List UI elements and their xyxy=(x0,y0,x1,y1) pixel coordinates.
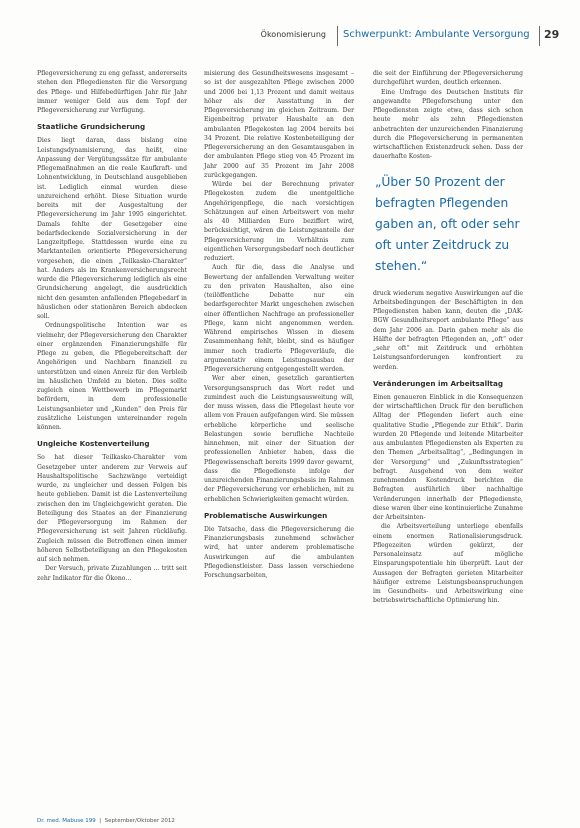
paragraph: Wer aber einen, gesetzlich garantierten Versorgungsanspruch das Wort redet und zumindest auch die Leistungsausweitung will, der muss wissen, dass die Pflegelast heute vor allem von Frauen aufgefangen wird. Sie müssen erhebliche körperliche und seelische Belastungen sowie berufliche Nachteile hinnehmen, mit einer der Situation der professionellen Anbieter haben, dass die Pflegewissenschaft bereits 1999 davor gewarnt, dass die Pflegedienste infolge der unzureichenden Finanzierungsbasis im Rahmen der Pflegeversicherung vor erheblichen, mit zu erheblichen Schwierigkeiten gemacht würden. xyxy=(204,375,354,503)
paragraph: Eine Umfrage des Deutschen Instituts für angewandte Pflegeforschung unter den Pflegediensten zeigte etwa, dass sich schon heute mehr als zehn Pflegediensten anbetrachten der unzureichenden Finanzierung durch die Pflegeversicherung in permanenten wirtschaftlichen Existenzdruck sehen. Dass der dauerhafte Kosten- xyxy=(373,88,523,161)
paragraph: So hat dieser Teilkasko-Charakter vom Gesetzgeber unter anderem zur Verweis auf Haushaltspolitische Sachzwänge verteidigt wurde, zu ungleicher und dessen Folgen bis heute geblieben. Damit ist die Lastenverteilung zwischen den im Ungleichgewicht geraten. Die Beteiligung des Staates an der Finanzierung der Pflegeversorgung im Rahmen der Pflegeversicherung ist seit Jahren rückläufig. Zugleich müssen die Betroffenen einen immer höheren Selbstbeteiligung an den Pflegekosten auf sich nehmen. xyxy=(37,454,187,563)
paragraph: die Arbeitsverteilung unterliege ebenfalls einem enormen Rationalisierungsdruck. Pflegezeiten würden gekürzt, der Personaleinsatz auf mögliche Einsparungspotentiale hin überprüft. Laut der Aussagen der Befragten gerieten Mitarbeiter häufiger extreme Leistungsbeanspruchungen im Gesundheits- und Arbeitswirkung eine betriebswirtschaftliche Optimierung hin. xyxy=(373,523,523,605)
header-divider xyxy=(337,26,338,46)
paragraph: Pflegeversicherung zu eng gefasst, andererseits stehen den Pflegediensten für die Versorgung des Pflege- und Hilfebedürftigen Jahr für Jahr immer weniger Geld aus dem Topf der Pflegeversicherung zur Verfügung. xyxy=(37,70,187,114)
paragraph: Dies liegt daran, dass bislang eine Leistungsdynamisierung, das heißt, eine Anpassung der Vergütungssätze für ambulante Pflegemaßnahmen an die reale Kaufkraft- und Lohnentwicklung, in Deutschland ausgeblieben ist. Lediglich einmal wurden diese unzureichend erhöht. Diese Situation wurde bereits mit der Ausgestaltung der Pflegeversicherung im Jahr 1995 eingerichtet. Damals fehlte der Gesetzgeber eine bedarfsdeckende Sozialversicherung in der Langzeitpflege. Stattdessen wurde eine zu Marktanteilen orientierte Pflegeversicherung vorgesehen, die einen „Teilkasko-Charakter“ hat. Anders als im Krankenversicherungsrecht wurde die Pflegeversicherung lediglich als eine Grundsicherung angelegt, die ausdrücklich nicht den gesamten anfallenden Pflegebedarf in häuslichen oder stationären Bereich abdecken soll. xyxy=(37,137,187,320)
pull-quote: „Über 50 Prozent der befragten Pflegenden gaben an, oft oder sehr oft unter Zeitdruck zu stehen.“ xyxy=(375,174,520,273)
paragraph: misierung des Gesundheitswesens insgesamt – so ist der ausgezahlten Pflege zwischen 2000 und 2006 bei 1,13 Prozent und damit weitaus höher als der Ausstattung in der Pflegeversicherung im gleichen Zeitraum. Der Eigenbeitrag privater Haushalte an den ambulanten Pflegekosten lag 2004 bereits bei 34 Prozent. Die relative Kostenbeteiligung der Pflegeversicherung an den Gesamtausgaben in der ambulanten Pflege stieg von 45 Prozent im Jahr 2000 auf 35 Prozent im Jahr 2008 zurückgegangen. xyxy=(204,70,354,179)
header-section-label: Ökonomisierung xyxy=(260,30,326,39)
paragraph: die seit der Einführung der Pflegeversicherung durchgeführt wurden, deutlich erkennen. xyxy=(373,70,523,87)
page-number: 29 xyxy=(544,28,560,41)
paragraph: druck wiederum negative Auswirkungen auf die Arbeitsbedingungen der Beschäftigten in den Pflegediensten haben kann, deuten die „DAK-BGW Gesundheitsreport ambulante Pflege“ aus dem Jahr 2006 an. Darin gaben mehr als die Hälfte der befragten Pflegenden an, „oft“ oder „sehr oft“ mit Zeitdruck und erhöhten Leistungsanforderungen konfrontiert zu werden. xyxy=(373,289,523,371)
header-topic-title: Schwerpunkt: Ambulante Versorgung xyxy=(343,29,530,40)
subheading: Veränderungen im Arbeitsalltag xyxy=(373,378,503,388)
subheading: Staatliche Grundsicherung xyxy=(37,122,146,132)
footer-journal: Dr. med. Mabuse 199 xyxy=(37,818,96,824)
paragraph: Einen genaueren Einblick in die Konsequenzen der wirtschaftlichen Druck für den beruflichen Alltag der Pflegenden liefert auch eine qualitative Studie „Pflegende zur Ethik“. Darin wurden 20 Pflegende und leitende Mitarbeiter aus ambulanten Pflegediensten als Experten zu den Themen „Arbeitsalltag“, „Bedingungen in der Versorgung“ und „Zukunftsstrategien“ befragt. Ausgehend von dem weiter zunehmenden Kostendruck berichten die Befragten ausführlich über nachhaltige Veränderungen innerhalb der Pflegedienste, diese waren über eine kontinuierliche Zunahme der Arbeitsinten- xyxy=(373,393,523,521)
text-column-3 xyxy=(373,69,523,606)
page-footer: Dr. med. Mabuse 199 | September/Oktober 2012 xyxy=(37,818,175,824)
text-column-2 xyxy=(204,69,354,580)
paragraph: Die Tatsache, dass die Pflegeversicherung die Finanzierungsbasis zunehmend schwächer wird, hat unter anderem problematische Auswirkungen auf die ambulanten Pflegedienstleister. Dass lassen verschiedene Forschungsarbeiten, xyxy=(204,525,354,579)
subheading: Problematische Auswirkungen xyxy=(204,510,328,520)
text-column-1 xyxy=(37,69,187,583)
paragraph: Auch für die, dass die Analyse und Bewertung der anfallenden Verwaltung weiter zu den privaten Haushalten, also eine (teilöffentliche Debatte nur ein bedarfsgerechter Markt ungeschehen zwischen einer öffentlichen Nachfrage an professioneller Pflege, kann nicht angenommen werden. Während empirisches Wissen in diesem Zusammenhang fehlt, bleibt, sind es häufiger immer noch tradierte Pflegeverläufe, die argumentativ einem Leistungsausbau der Pflegeversicherung entgegengestellt werden. xyxy=(204,264,354,373)
paragraph: Würde bei der Berechnung privater Pflegekosten zudem die unentgeltliche Angehörigenpflege, die nach vorsichtigen Schätzungen auf einen Arbeitswert von mehr als 40 Milliarden Euro beziffert wird, berücksichtigt, wären die Leistungsanteile der Pflegeversicherung im Verhältnis zum eigentlichen Versorgungsbedarf noch deutlicher reduziert. xyxy=(204,181,354,262)
subheading: Ungleiche Kostenverteilung xyxy=(37,439,150,449)
paragraph: Ordnungspolitische Intention war es vielmehr, der Pflegeversicherung den Charakter einer ergänzenden Finanzierungshilfe für Pflege zu geben, die Pflegebereitschaft der Angehörigen und Nachbarn finanziell zu unterstützen und einen Anreiz für den Verbleib im häuslichen Umfeld zu bieten. Dies sollte zugleich einen Wettbewerb im Pflegemarkt befördern, in dem professionelle Leistungsanbieter und „Kunden“ den Preis für zusätzliche Leistungen untereinander regeln können. xyxy=(37,322,187,431)
running-header xyxy=(0,26,580,46)
header-divider-right xyxy=(539,26,540,46)
paragraph: Der Versuch, private Zuzahlungen … tritt seit zehr Indikator für die Ökono… xyxy=(37,565,187,582)
footer-issue: September/Oktober 2012 xyxy=(104,818,175,824)
